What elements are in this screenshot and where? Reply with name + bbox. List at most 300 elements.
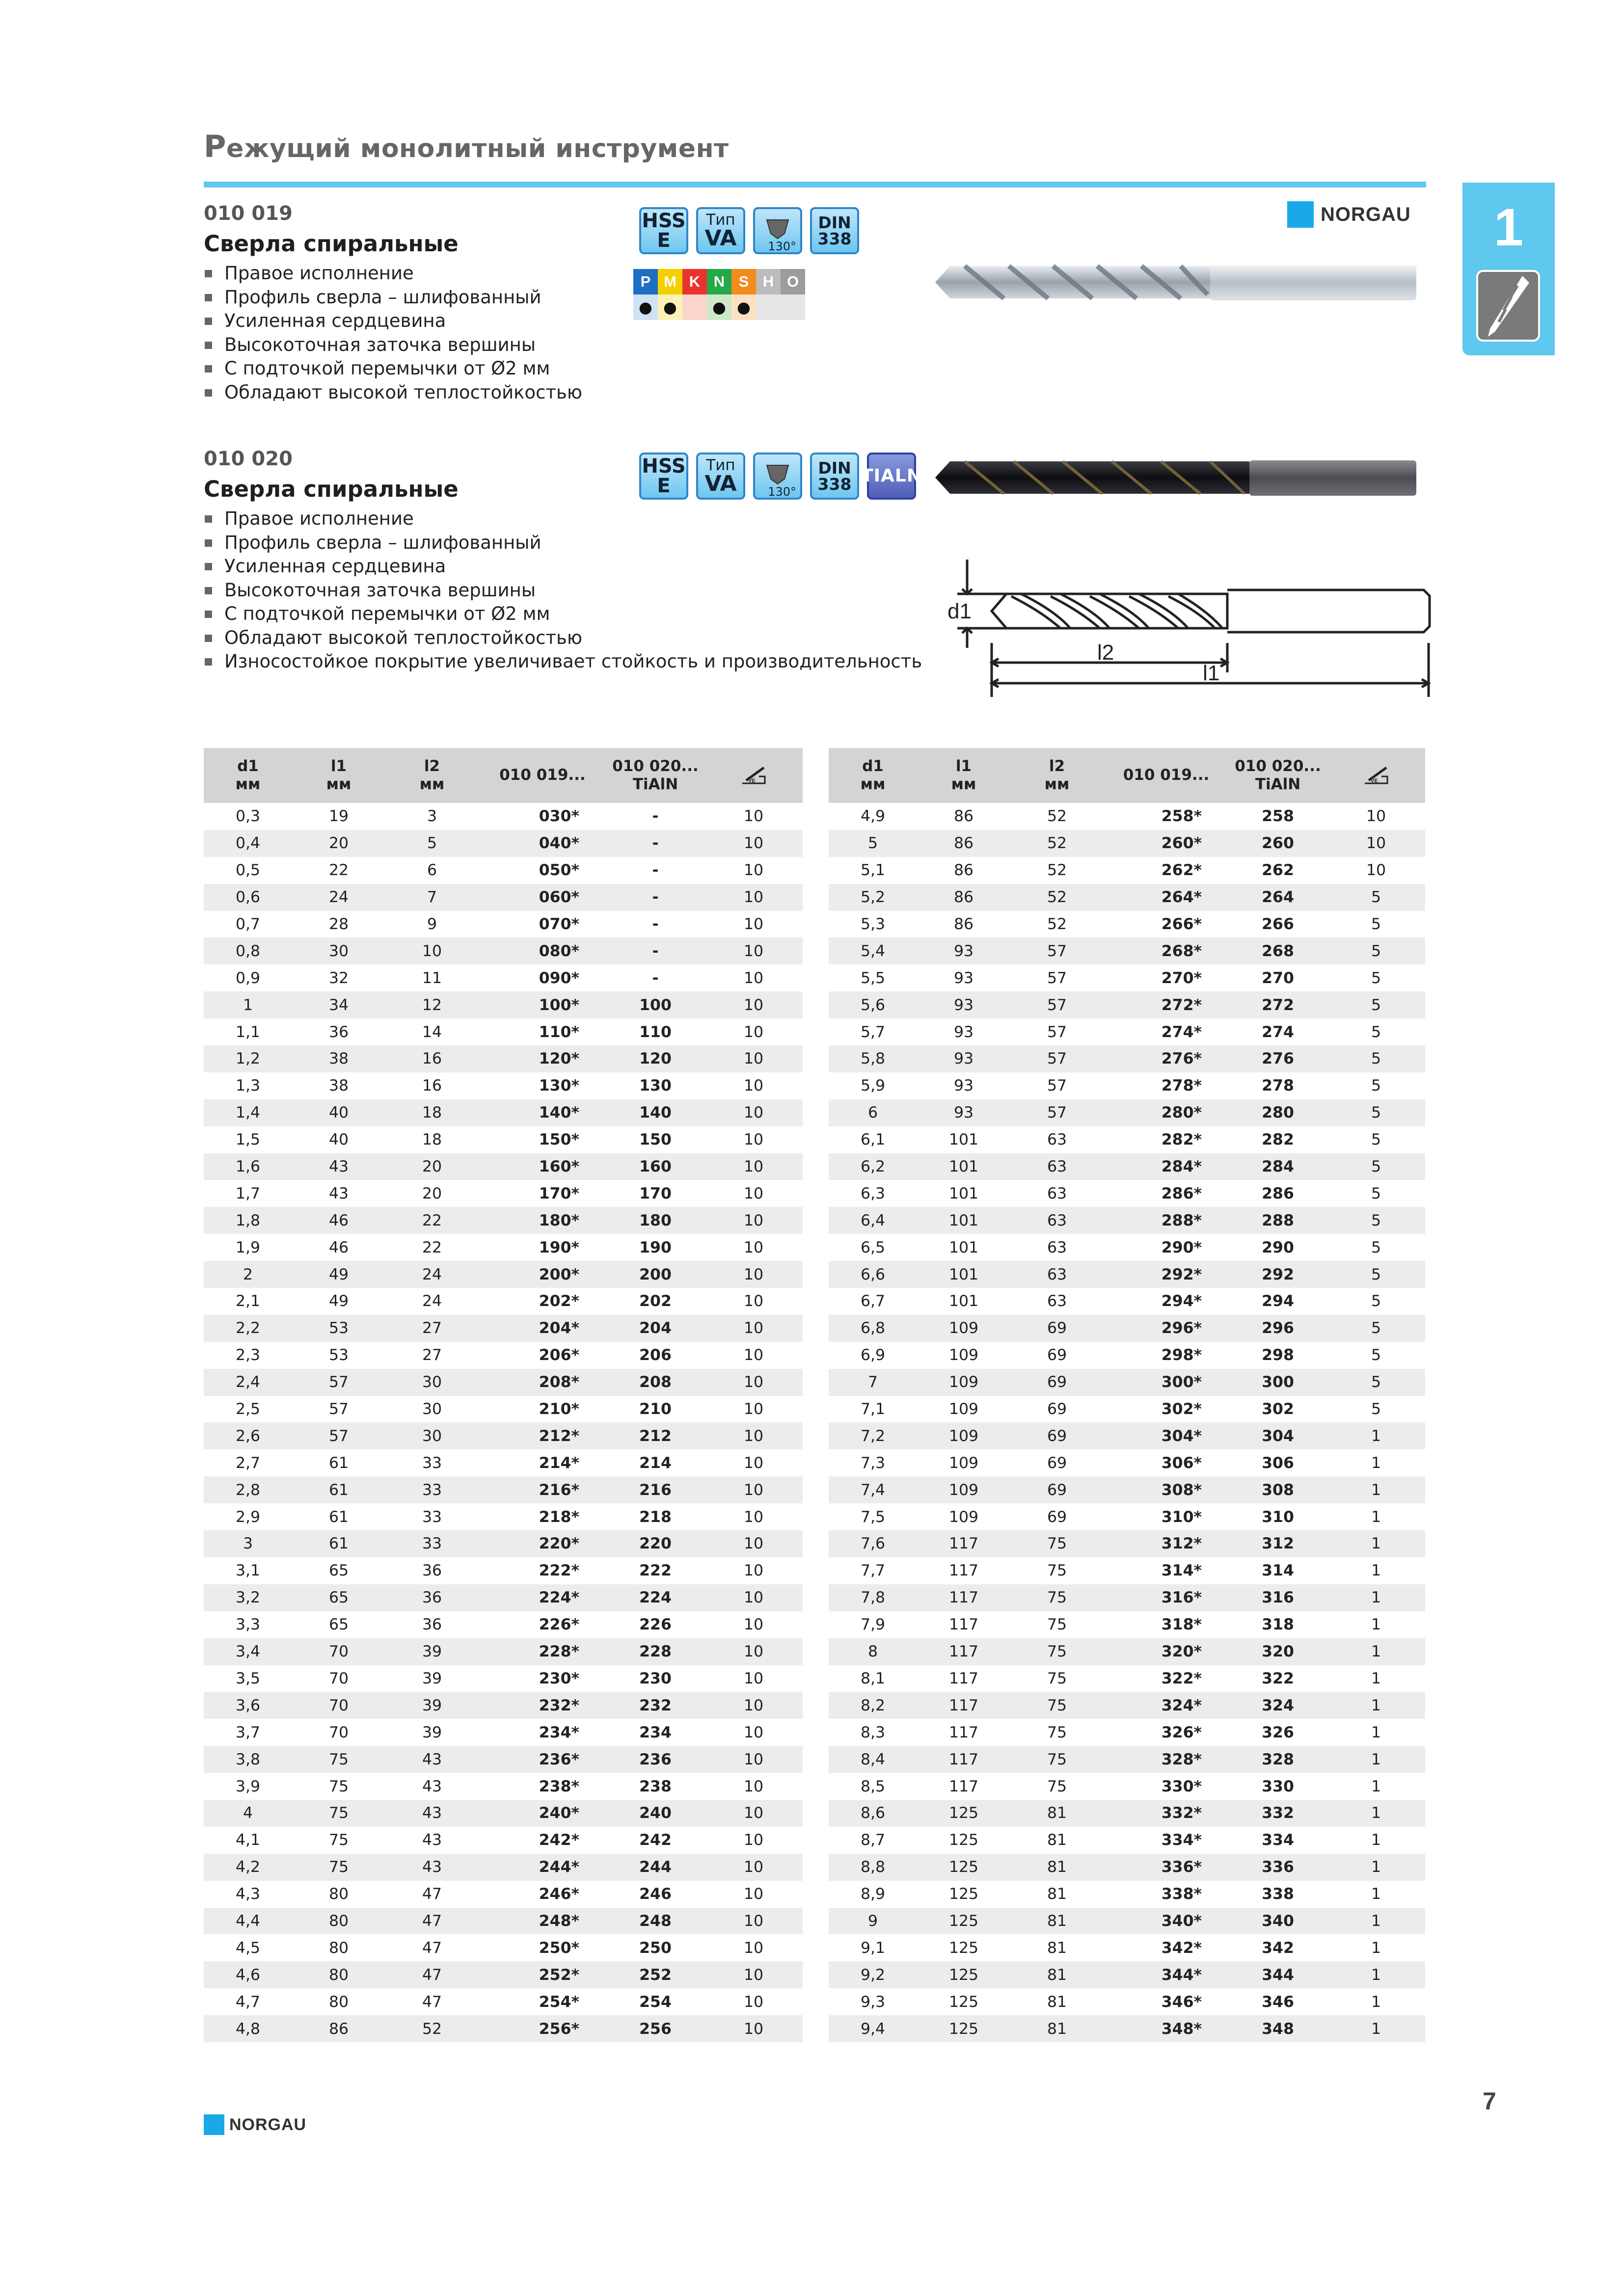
cell-010020: 160	[606, 1153, 704, 1180]
cell-010020: 324	[1229, 1692, 1327, 1719]
cell-l2: 69	[1010, 1315, 1104, 1342]
cell-d1: 3,6	[204, 1692, 292, 1719]
cell-d1: 7,7	[860, 1562, 886, 1580]
cell-l1: 61	[292, 1530, 385, 1557]
cell-d1: 6	[829, 1099, 917, 1126]
cell-l1: 101	[917, 1261, 1010, 1288]
cell-d1: 3,7	[235, 1723, 261, 1741]
table-row	[204, 991, 803, 1018]
cell-l2: 63	[1047, 1292, 1067, 1310]
drill-tip-icon	[763, 218, 792, 240]
cell-010019: 232*	[479, 1692, 606, 1719]
cell-l1: 30	[292, 937, 385, 964]
material-letter: N	[707, 269, 731, 294]
cell-l1: 125	[948, 1885, 979, 1903]
cell-packing-unit: 10	[743, 1346, 764, 1364]
material-letter: O	[781, 269, 805, 294]
cell-l2: 24	[422, 1292, 442, 1310]
table-row	[829, 803, 1425, 830]
cell-010020: 100	[606, 991, 704, 1018]
table-row	[204, 1315, 803, 1342]
cell-010019: 238*	[539, 1777, 579, 1795]
cell-010019: 336*	[1104, 1854, 1229, 1881]
cell-d1: 8,8	[829, 1854, 917, 1881]
cell-l2: 52	[1010, 884, 1104, 911]
cell-d1: 8	[829, 1638, 917, 1665]
table-row	[204, 1126, 803, 1153]
cell-packing-unit: 10	[704, 1800, 803, 1827]
table-row	[829, 1800, 1425, 1827]
page-title: Режущий монолитный инструмент	[204, 129, 729, 164]
cell-l1: 80	[292, 1961, 385, 1988]
cell-l1: 125	[917, 1854, 1010, 1881]
cell-010019: 190*	[539, 1238, 579, 1256]
table-row	[829, 1988, 1425, 2015]
cell-010020: 334	[1262, 1831, 1294, 1849]
material-mark: ●	[633, 294, 658, 320]
cell-l2: 81	[1010, 1800, 1104, 1827]
cell-packing-unit: 10	[704, 1422, 803, 1449]
cell-packing-unit: 10	[1327, 830, 1425, 857]
cell-l1: 70	[292, 1692, 385, 1719]
table-row	[204, 1854, 803, 1881]
cell-l1: 101	[917, 1207, 1010, 1234]
cell-l1: 125	[917, 2015, 1010, 2042]
l2-label: l2	[1097, 641, 1114, 665]
cell-010020: 190	[639, 1238, 672, 1256]
table-row	[829, 1719, 1425, 1746]
cell-010020: 150	[639, 1131, 672, 1149]
cell-l2: 69	[1047, 1454, 1067, 1472]
cell-d1: 5,1	[860, 861, 886, 880]
cell-l2: 57	[1010, 1045, 1104, 1072]
cell-010020: 276	[1229, 1045, 1327, 1072]
cell-packing-unit: 10	[743, 1023, 764, 1041]
table-row	[829, 1207, 1425, 1234]
cell-010019: 236*	[479, 1746, 606, 1773]
cell-l2: 24	[385, 1261, 479, 1288]
cell-d1: 8,7	[860, 1831, 886, 1849]
cell-d1: 6,2	[829, 1153, 917, 1180]
table-row	[829, 1126, 1425, 1153]
table-row	[829, 1449, 1425, 1476]
cell-l2: 52	[1047, 915, 1067, 933]
cell-packing-unit: 5	[1371, 1292, 1381, 1310]
cell-packing-unit: 10	[743, 1400, 764, 1418]
cell-l1: 20	[292, 830, 385, 857]
cell-l1: 53	[328, 1346, 349, 1364]
cell-l1: 93	[917, 1045, 1010, 1072]
table-row	[829, 1153, 1425, 1180]
cell-d1: 6,3	[860, 1184, 886, 1202]
cell-l1: 117	[917, 1530, 1010, 1557]
cell-010019: 328*	[1104, 1746, 1229, 1773]
cell-010020: 320	[1229, 1638, 1327, 1665]
material-mark	[756, 294, 781, 320]
cell-l1: 43	[292, 1153, 385, 1180]
cell-packing-unit: 10	[1366, 861, 1386, 880]
cell-l1: 93	[953, 1077, 974, 1095]
cell-010019: 272*	[1104, 991, 1229, 1018]
cell-010019: 070*	[539, 915, 579, 933]
cell-010019: 344*	[1104, 1961, 1229, 1988]
cell-l1: 86	[917, 830, 1010, 857]
cell-l2: 75	[1010, 1638, 1104, 1665]
drill-icon	[1475, 269, 1541, 343]
cell-d1: 1	[204, 991, 292, 1018]
cell-packing-unit: 10	[704, 1692, 803, 1719]
table-row	[204, 1503, 803, 1530]
drill-image-coated	[935, 451, 1419, 505]
material-group-h	[756, 269, 781, 320]
cell-010020: 270	[1262, 969, 1294, 987]
cell-010020: 348	[1229, 2015, 1327, 2042]
cell-010019: 230*	[539, 1669, 579, 1687]
cell-d1: 3	[204, 1530, 292, 1557]
cell-d1: 6,5	[860, 1238, 886, 1256]
cell-l1: 75	[292, 1854, 385, 1881]
table-row	[204, 1045, 803, 1072]
title-rule	[204, 182, 1426, 187]
material-letter: H	[756, 269, 781, 294]
cell-l2: 75	[1047, 1777, 1067, 1795]
cell-010019: 324*	[1104, 1692, 1229, 1719]
cell-l2: 57	[1047, 969, 1067, 987]
cell-l2: 22	[422, 1238, 442, 1256]
cell-d1: 5,3	[860, 915, 886, 933]
cell-010020: 328	[1229, 1746, 1327, 1773]
cell-l2: 11	[422, 969, 442, 987]
cell-packing-unit: 1	[1371, 1993, 1381, 2011]
cell-010019: 040*	[479, 830, 606, 857]
hss-e-badge: HSS E	[639, 453, 688, 500]
cell-l2: 63	[1047, 1238, 1067, 1256]
feature-item: Правое исполнение	[204, 262, 582, 286]
table-row	[829, 830, 1425, 857]
cell-d1: 6,6	[829, 1261, 917, 1288]
cell-packing-unit: 10	[743, 1885, 764, 1903]
cell-packing-unit: 10	[743, 1723, 764, 1741]
packing-unit-icon	[739, 766, 768, 785]
material-group-p	[633, 269, 658, 320]
table-row	[829, 1288, 1425, 1315]
cell-l1: 65	[328, 1562, 349, 1580]
table-row	[204, 884, 803, 911]
cell-packing-unit: 1	[1371, 1454, 1381, 1472]
cell-d1: 7	[829, 1369, 917, 1396]
cell-packing-unit: 10	[743, 1993, 764, 2011]
table-row	[204, 937, 803, 964]
cell-010020: 120	[606, 1045, 704, 1072]
table-row	[829, 1234, 1425, 1261]
cell-010019: 340*	[1104, 1908, 1229, 1935]
cell-d1: 4,6	[204, 1961, 292, 1988]
cell-l1: 125	[917, 1961, 1010, 1988]
cell-l1: 75	[292, 1800, 385, 1827]
cell-packing-unit: 1	[1371, 1562, 1381, 1580]
cell-010020: 170	[639, 1184, 672, 1202]
cell-010019: 312*	[1104, 1530, 1229, 1557]
table-row	[829, 937, 1425, 964]
cell-packing-unit: 10	[704, 1261, 803, 1288]
point-angle-badge: 130°	[753, 207, 802, 254]
cell-d1: 8,3	[860, 1723, 886, 1741]
table-row	[829, 1665, 1425, 1692]
material-mark	[682, 294, 707, 320]
cell-l1: 86	[292, 2015, 385, 2042]
cell-d1: 4	[204, 1800, 292, 1827]
material-group-m	[658, 269, 682, 320]
cell-packing-unit: 5	[1327, 1315, 1425, 1342]
cell-l2: 9	[427, 915, 437, 933]
cell-010020: 258	[1262, 807, 1294, 826]
material-mark	[781, 294, 805, 320]
cell-010020: -	[652, 915, 659, 933]
table-row	[204, 1288, 803, 1315]
cell-d1: 2,4	[204, 1369, 292, 1396]
cell-packing-unit: 5	[1327, 1369, 1425, 1396]
cell-l2: 63	[1010, 1207, 1104, 1234]
cell-l2: 69	[1047, 1508, 1067, 1526]
cell-d1: 9,1	[860, 1939, 886, 1957]
svg-text:VE: VE	[1371, 778, 1378, 784]
cell-packing-unit: 1	[1327, 1638, 1425, 1665]
cell-010019: 258*	[1161, 807, 1202, 826]
cell-l1: 117	[917, 1692, 1010, 1719]
cell-l2: 81	[1010, 1961, 1104, 1988]
cell-d1: 8,2	[829, 1692, 917, 1719]
cell-d1: 8,5	[860, 1777, 886, 1795]
cell-l2: 81	[1047, 1885, 1067, 1903]
cell-010020: 204	[606, 1315, 704, 1342]
feature-item: С подточкой перемычки от Ø2 мм	[204, 602, 922, 626]
material-group-o	[781, 269, 805, 320]
cell-l1: 49	[292, 1261, 385, 1288]
table-row	[204, 1261, 803, 1288]
cell-packing-unit: 5	[1371, 915, 1381, 933]
cell-l1: 125	[948, 1993, 979, 2011]
cell-010019: 256*	[479, 2015, 606, 2042]
cell-010020: -	[606, 937, 704, 964]
din-338-badge: DIN 338	[810, 453, 859, 500]
cell-010019: 304*	[1104, 1422, 1229, 1449]
cell-010019: 346*	[1161, 1993, 1202, 2011]
cell-l2: 43	[385, 1854, 479, 1881]
cell-010019: 248*	[479, 1908, 606, 1935]
cell-010019: 306*	[1161, 1454, 1202, 1472]
cell-l1: 93	[917, 937, 1010, 964]
cell-l2: 16	[385, 1045, 479, 1072]
table-row	[204, 1934, 803, 1961]
table-header-row	[829, 748, 1425, 803]
cell-010020: 216	[606, 1476, 704, 1503]
cell-d1: 4,9	[860, 807, 886, 826]
cell-packing-unit: 10	[743, 1131, 764, 1149]
cell-d1: 2,6	[204, 1422, 292, 1449]
cell-l2: 63	[1047, 1184, 1067, 1202]
cell-l2: 47	[422, 1885, 442, 1903]
cell-010020: 180	[606, 1207, 704, 1234]
cell-l2: 81	[1047, 1831, 1067, 1849]
table-row	[829, 1908, 1425, 1935]
cell-l2: 30	[385, 1422, 479, 1449]
cell-l1: 86	[953, 861, 974, 880]
cell-010019: 250*	[539, 1939, 579, 1957]
cell-010020: 300	[1229, 1369, 1327, 1396]
cell-010019: 270*	[1161, 969, 1202, 987]
cell-d1: 6,8	[829, 1315, 917, 1342]
cell-l1: 109	[917, 1369, 1010, 1396]
cell-packing-unit: 10	[704, 1153, 803, 1180]
cell-010020: -	[652, 969, 659, 987]
table-row	[204, 1234, 803, 1261]
cell-l2: 16	[422, 1077, 442, 1095]
table-row	[829, 1557, 1425, 1584]
cell-010020: 254	[639, 1993, 672, 2011]
cell-l2: 57	[1010, 1099, 1104, 1126]
table-row	[204, 1665, 803, 1692]
cell-010020: 222	[639, 1562, 672, 1580]
cell-l2: 69	[1047, 1400, 1067, 1418]
cell-010019: 100*	[479, 991, 606, 1018]
cell-010019: 294*	[1161, 1292, 1202, 1310]
cell-packing-unit: 10	[704, 1476, 803, 1503]
cell-packing-unit: 1	[1371, 1723, 1381, 1741]
cell-l1: 80	[328, 1993, 349, 2011]
table-row	[829, 1045, 1425, 1072]
table-row	[829, 1369, 1425, 1396]
cell-packing-unit: 10	[704, 1961, 803, 1988]
cell-l2: 18	[422, 1131, 442, 1149]
table-row	[204, 1961, 803, 1988]
cell-010020: 264	[1229, 884, 1327, 911]
cell-d1: 7,6	[829, 1530, 917, 1557]
cell-l2: 75	[1047, 1723, 1067, 1741]
product2-features	[204, 507, 922, 674]
cell-packing-unit: 5	[1371, 1400, 1381, 1418]
cell-010019: 332*	[1104, 1800, 1229, 1827]
product2-name: Сверла спиральные	[204, 476, 459, 502]
cell-packing-unit: 1	[1327, 1584, 1425, 1611]
cell-d1: 2,7	[235, 1454, 261, 1472]
cell-l1: 65	[328, 1616, 349, 1634]
cell-l1: 24	[292, 884, 385, 911]
cell-l2: 57	[1010, 991, 1104, 1018]
cell-010019: 308*	[1104, 1476, 1229, 1503]
cell-l2: 57	[1010, 937, 1104, 964]
cell-l1: 61	[328, 1508, 349, 1526]
cell-l2: 36	[385, 1584, 479, 1611]
cell-d1: 5,2	[829, 884, 917, 911]
cell-l2: 47	[422, 1993, 442, 2011]
cell-l1: 36	[328, 1023, 349, 1041]
cell-d1: 3,3	[235, 1616, 261, 1634]
cell-l1: 38	[328, 1077, 349, 1095]
cell-d1: 8,4	[829, 1746, 917, 1773]
header-010019: 010 019...	[1104, 748, 1229, 803]
cell-l2: 75	[1047, 1669, 1067, 1687]
cell-packing-unit: 10	[743, 1669, 764, 1687]
cell-010020: 130	[639, 1077, 672, 1095]
cell-010019: 222*	[539, 1562, 579, 1580]
cell-l2: 39	[385, 1638, 479, 1665]
cell-packing-unit: 10	[704, 830, 803, 857]
cell-packing-unit: 10	[704, 884, 803, 911]
cell-010020: -	[652, 861, 659, 880]
cell-d1: 6,9	[860, 1346, 886, 1364]
cell-d1: 1,2	[204, 1045, 292, 1072]
table-row	[829, 1934, 1425, 1961]
cell-d1: 7,2	[829, 1422, 917, 1449]
table-row	[204, 1719, 803, 1746]
table-row	[204, 1557, 803, 1584]
cell-d1: 6,1	[860, 1131, 886, 1149]
table-row	[829, 2015, 1425, 2042]
header-packing-unit	[704, 748, 803, 803]
cell-l2: 81	[1047, 1993, 1067, 2011]
cell-010020: 310	[1262, 1508, 1294, 1526]
cell-010020: 238	[639, 1777, 672, 1795]
cell-l1: 86	[953, 915, 974, 933]
brand-square	[204, 2114, 224, 2135]
cell-010020: 240	[606, 1800, 704, 1827]
cell-010020: 140	[606, 1099, 704, 1126]
cell-l2: 75	[1010, 1692, 1104, 1719]
cell-packing-unit: 1	[1371, 1831, 1381, 1849]
cell-d1: 3,5	[235, 1669, 261, 1687]
cell-l2: 43	[422, 1831, 442, 1849]
cell-l2: 75	[1010, 1746, 1104, 1773]
cell-l2: 52	[1047, 861, 1067, 880]
cell-d1: 9,3	[860, 1993, 886, 2011]
feature-item: Износостойкое покрытие увеличивает стойкость и производительность	[204, 650, 922, 674]
cell-l1: 125	[948, 1939, 979, 1957]
cell-010019: 030*	[539, 807, 579, 826]
cell-l1: 22	[328, 861, 349, 880]
table-row	[829, 1396, 1425, 1423]
cell-packing-unit: 10	[743, 1238, 764, 1256]
table-row	[829, 964, 1425, 991]
table-row	[204, 803, 803, 830]
table-row	[829, 1422, 1425, 1449]
feature-item: Профиль сверла – шлифованный	[204, 531, 922, 555]
cell-010020: 336	[1229, 1854, 1327, 1881]
cell-packing-unit: 1	[1327, 1854, 1425, 1881]
cell-packing-unit: 1	[1371, 1508, 1381, 1526]
cell-packing-unit: 5	[1371, 1023, 1381, 1041]
table-row	[204, 1422, 803, 1449]
cell-l2: 81	[1010, 1854, 1104, 1881]
table-row	[204, 1342, 803, 1369]
table-row	[204, 911, 803, 938]
cell-d1: 8,1	[860, 1669, 886, 1687]
cell-l1: 49	[328, 1292, 349, 1310]
cell-010019: 050*	[539, 861, 579, 880]
material-letter: K	[682, 269, 707, 294]
table-row	[829, 1611, 1425, 1638]
cell-packing-unit: 10	[704, 1045, 803, 1072]
cell-packing-unit: 10	[704, 991, 803, 1018]
cell-d1: 4,5	[235, 1939, 261, 1957]
cell-d1: 2	[204, 1261, 292, 1288]
cell-010020: 318	[1262, 1616, 1294, 1634]
cell-l2: 75	[1047, 1562, 1067, 1580]
cell-010019: 284*	[1104, 1153, 1229, 1180]
cell-l1: 38	[292, 1045, 385, 1072]
table-row	[204, 1800, 803, 1827]
cell-packing-unit: 10	[743, 1454, 764, 1472]
cell-010019: 276*	[1104, 1045, 1229, 1072]
